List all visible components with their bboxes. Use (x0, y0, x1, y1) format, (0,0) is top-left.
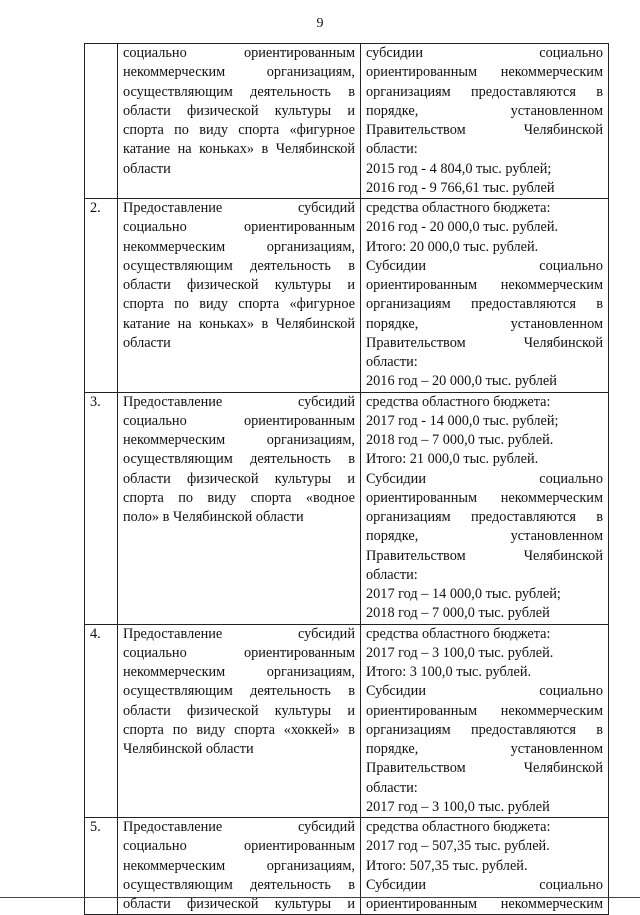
funding-line: 2017 год – 3 100,0 тыс. рублей (366, 798, 550, 815)
description-line: осуществляющим деятельность в (123, 876, 355, 893)
funding-line: средства областного бюджета: (366, 819, 551, 835)
page-number: 9 (316, 16, 324, 31)
description-line: социально ориентированным (123, 45, 355, 61)
funding-line: субсидии социально (366, 45, 603, 61)
funding-line: Итого: 507,35 тыс. рублей. (366, 857, 528, 874)
description-line: спорта по виду спорта «водное (123, 489, 355, 506)
description-line: катание на коньках» в Челябинской (123, 315, 355, 332)
description-line: Предоставление субсидий (123, 393, 355, 410)
funding-line: 2017 год – 14 000,0 тыс. рублей; (366, 586, 561, 602)
description-line: социально ориентированным (123, 838, 355, 855)
funding-line: организациям предоставляются в (366, 721, 603, 738)
funding-line: Субсидии социально (366, 257, 603, 274)
measure-description (118, 44, 361, 199)
description-line: некоммерческим организациям, (123, 64, 355, 81)
table-row (85, 818, 609, 915)
funding-line: средства областного бюджета: (366, 625, 551, 642)
description-line: области физической культуры и (123, 277, 355, 293)
funding-details (361, 818, 609, 915)
description-line: некоммерческим организациям, (123, 857, 355, 874)
funding-line: Правительством Челябинской (366, 122, 603, 138)
row-number (85, 44, 118, 199)
funding-line: 2018 год – 7 000,0 тыс. рублей (366, 605, 550, 622)
description-line: спорта по виду спорта «фигурное (123, 122, 355, 138)
funding-details (361, 44, 609, 199)
funding-line: порядке, установленном (366, 102, 603, 119)
description-line: осуществляющим деятельность в (123, 683, 355, 700)
funding-line: 2018 год – 7 000,0 тыс. рублей. (366, 432, 554, 448)
table-row (85, 44, 609, 199)
measure-description (118, 199, 361, 393)
description-line: осуществляющим деятельность в (123, 83, 355, 100)
description-line: области физической культуры и (123, 896, 355, 912)
row-number: 2. (85, 199, 118, 393)
funding-line: области: (366, 354, 418, 370)
measure-description (118, 624, 361, 818)
row-number: 3. (85, 392, 118, 624)
page-bottom-rule (0, 897, 640, 898)
funding-line: организациям предоставляются в (366, 509, 603, 525)
funding-details (361, 624, 609, 818)
funding-line: Правительством Челябинской (366, 547, 603, 564)
description-line: области (123, 334, 171, 351)
program-table (84, 43, 609, 915)
description-line: спорта по виду спорта «фигурное (123, 296, 355, 313)
funding-line: 2016 год - 9 766,61 тыс. рублей (366, 179, 555, 196)
funding-line: 2016 год – 20 000,0 тыс. рублей (366, 373, 557, 390)
measure-description (118, 392, 361, 624)
description-line: спорта по виду спорта «хоккей» в (123, 721, 355, 738)
description-line: социально ориентированным (123, 644, 355, 661)
funding-line: порядке, установленном (366, 741, 603, 757)
funding-details (361, 199, 609, 393)
description-line: Предоставление субсидий (123, 200, 355, 216)
description-line: поло» в Челябинской области (123, 509, 304, 525)
funding-line: ориентированным некоммерческим (366, 896, 603, 912)
description-line: осуществляющим деятельность в (123, 451, 355, 468)
row-number: 5. (85, 818, 118, 915)
description-line: осуществляющим деятельность в (123, 257, 355, 274)
table-row (85, 624, 609, 818)
funding-details (361, 392, 609, 624)
funding-line: Субсидии социально (366, 683, 603, 700)
description-line: катание на коньках» в Челябинской (123, 141, 355, 158)
funding-line: Правительством Челябинской (366, 760, 603, 777)
funding-line: ориентированным некоммерческим (366, 702, 603, 719)
description-line: Предоставление субсидий (123, 819, 355, 835)
funding-line: организациям предоставляются в (366, 83, 603, 100)
table-row (85, 199, 609, 393)
funding-line: Субсидии социально (366, 876, 603, 893)
description-line: области физической культуры и (123, 702, 355, 719)
description-line: социально ориентированным (123, 219, 355, 236)
funding-line: средства областного бюджета: (366, 200, 551, 216)
funding-line: порядке, установленном (366, 315, 603, 332)
funding-line: Итого: 21 000,0 тыс. рублей. (366, 451, 539, 468)
funding-line: 2016 год - 20 000,0 тыс. рублей. (366, 219, 559, 236)
description-line: некоммерческим организациям, (123, 664, 355, 680)
funding-line: 2017 год – 3 100,0 тыс. рублей. (366, 644, 554, 661)
funding-line: ориентированным некоммерческим (366, 489, 603, 506)
funding-line: 2017 год - 14 000,0 тыс. рублей; (366, 412, 559, 429)
row-number: 4. (85, 624, 118, 818)
measure-description (118, 818, 361, 915)
funding-line: Итого: 20 000,0 тыс. рублей. (366, 238, 539, 255)
funding-line: 2015 год - 4 804,0 тыс. рублей; (366, 160, 552, 177)
funding-line: средства областного бюджета: (366, 393, 551, 410)
funding-line: области: (366, 566, 418, 583)
description-line: области физической культуры и (123, 102, 355, 119)
funding-line: Правительством Челябинской (366, 334, 603, 351)
description-line: некоммерческим организациям, (123, 238, 355, 255)
table-row (85, 392, 609, 624)
description-line: социально ориентированным (123, 412, 355, 429)
funding-line: Итого: 3 100,0 тыс. рублей. (366, 664, 532, 680)
description-line: области физической культуры и (123, 470, 355, 487)
funding-line: организациям предоставляются в (366, 296, 603, 313)
funding-line: области: (366, 779, 418, 796)
funding-line: области: (366, 141, 418, 158)
description-line: области (123, 160, 171, 177)
description-line: Челябинской области (123, 741, 254, 757)
funding-line: Субсидии социально (366, 470, 603, 487)
funding-line: ориентированным некоммерческим (366, 277, 603, 293)
description-line: некоммерческим организациям, (123, 432, 355, 448)
funding-line: ориентированным некоммерческим (366, 64, 603, 81)
description-line: Предоставление субсидий (123, 625, 355, 642)
funding-line: порядке, установленном (366, 528, 603, 545)
funding-line: 2017 год – 507,35 тыс. рублей. (366, 838, 550, 855)
